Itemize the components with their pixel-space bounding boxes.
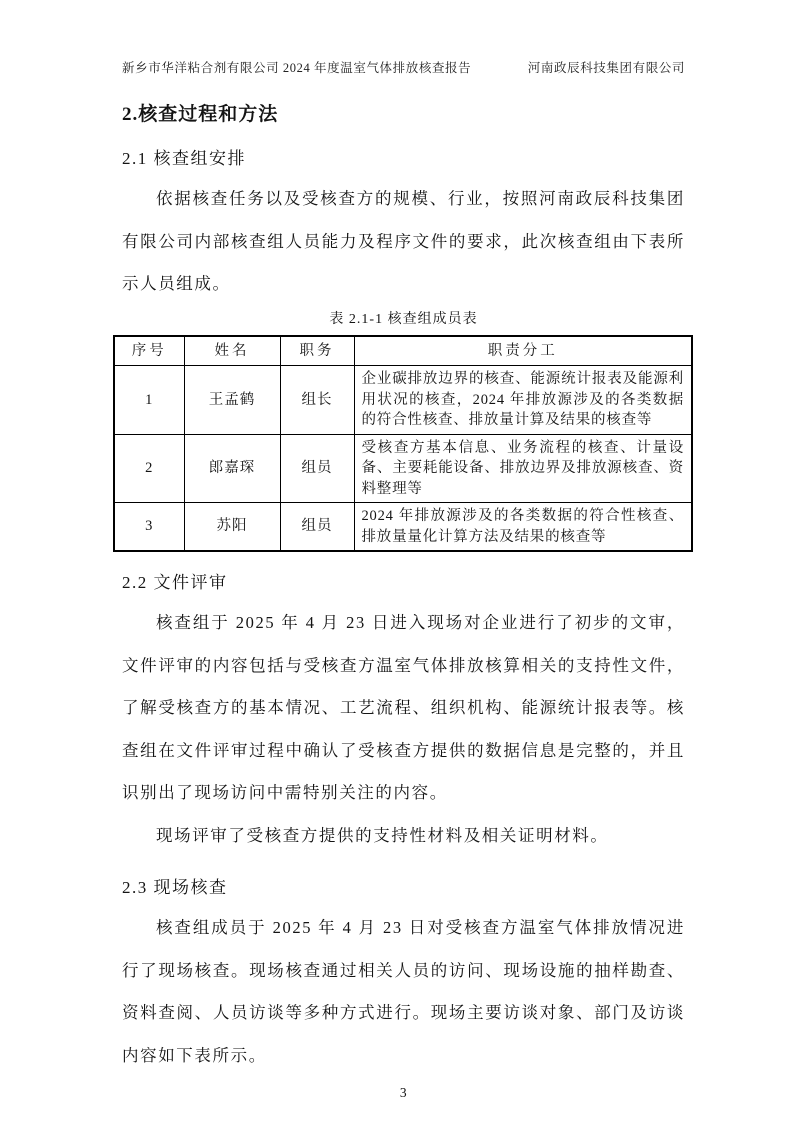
cell-no: 2 bbox=[114, 434, 184, 503]
subsection-heading-2-1: 2.1 核查组安排 bbox=[122, 149, 246, 168]
paragraph-2-2-1: 核查组于 2025 年 4 月 23 日进入现场对企业进行了初步的文审，文件评审的内容包括与受核查方温室气体排放核算相关的支持性文件，了解受核查方的基本情况、工艺流程、组织机构、能源统计报表等。核查组在文件评审过程中确认了受核查方提供的数据信息是完整的，并且识别出了现场访问中需特别关注的内容。 bbox=[122, 613, 685, 802]
cell-role: 组员 bbox=[280, 434, 354, 503]
col-header-no: 序号 bbox=[114, 336, 184, 366]
paragraph-2-1: 依据核查任务以及受核查方的规模、行业，按照河南政辰科技集团有限公司内部核查组人员能力及程序文件的要求，此次核查组由下表所示人员组成。 bbox=[122, 189, 685, 293]
section-heading-2: 2.核查过程和方法 bbox=[122, 104, 279, 125]
cell-role: 组员 bbox=[280, 503, 354, 552]
running-header-left: 新乡市华洋粘合剂有限公司 2024 年度温室气体排放核查报告 bbox=[122, 61, 472, 75]
col-header-name: 姓名 bbox=[184, 336, 280, 366]
paragraph-2-2-2: 现场评审了受核查方提供的支持性材料及相关证明材料。 bbox=[156, 825, 609, 845]
running-header-right: 河南政辰科技集团有限公司 bbox=[527, 61, 685, 75]
cell-duty: 受核查方基本信息、业务流程的核查、计量设备、主要耗能设备、排放边界及排放源核查、资料整理等 bbox=[354, 434, 692, 503]
cell-no: 3 bbox=[114, 503, 184, 552]
subsection-heading-2-2: 2.2 文件评审 bbox=[122, 573, 228, 592]
cell-duty: 2024 年排放源涉及的各类数据的符合性核查、排放量量化计算方法及结果的核查等 bbox=[354, 503, 692, 552]
table-caption: 表 2.1-1 核查组成员表 bbox=[329, 311, 478, 327]
cell-name: 苏阳 bbox=[184, 503, 280, 552]
cell-name: 郎嘉琛 bbox=[184, 434, 280, 503]
verification-team-table bbox=[113, 335, 693, 553]
table-row bbox=[114, 366, 692, 435]
cell-no: 1 bbox=[114, 366, 184, 435]
cell-name: 王孟鹤 bbox=[184, 366, 280, 435]
cell-role: 组长 bbox=[280, 366, 354, 435]
paragraph-2-3-1: 核查组成员于 2025 年 4 月 23 日对受核查方温室气体排放情况进行了现场核查。现场核查通过相关人员的访问、现场设施的抽样勘查、资料查阅、人员访谈等多种方式进行。现场主要访谈对象、部门及访谈内容如下表所示。 bbox=[122, 918, 685, 1065]
table-row bbox=[114, 503, 692, 552]
col-header-duty: 职责分工 bbox=[354, 336, 692, 366]
table-header-row bbox=[114, 336, 692, 366]
subsection-heading-2-3: 2.3 现场核查 bbox=[122, 878, 228, 897]
page-number: 3 bbox=[399, 1085, 408, 1100]
cell-duty: 企业碳排放边界的核查、能源统计报表及能源利用状况的核查，2024 年排放源涉及的各类数据的符合性核查、排放量计算及结果的核查等 bbox=[354, 366, 692, 435]
col-header-role: 职务 bbox=[280, 336, 354, 366]
running-header bbox=[122, 58, 685, 76]
table-row bbox=[114, 434, 692, 503]
